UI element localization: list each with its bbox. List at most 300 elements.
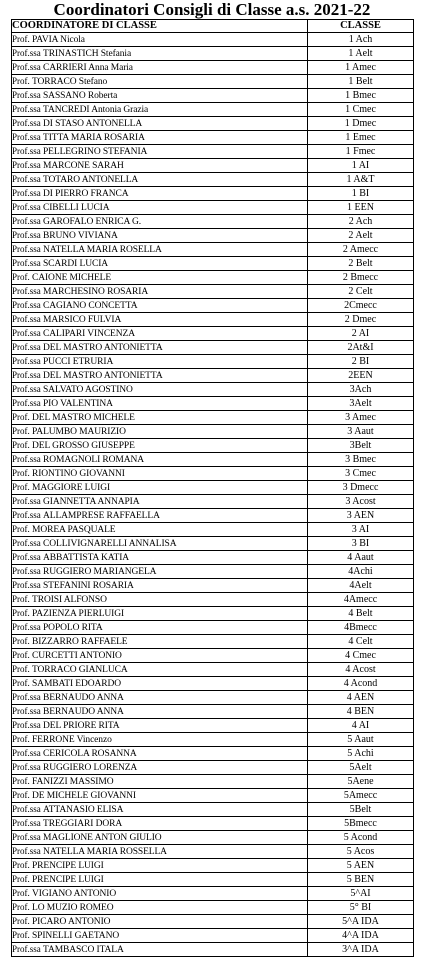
coordinator-name: CERICOLA ROSANNA — [43, 749, 137, 759]
coordinator-name: FERRONE Vincenzo — [32, 735, 112, 745]
title-prefix: Prof.ssa — [12, 118, 43, 128]
title-prefix: Prof. — [12, 916, 32, 926]
coordinator-name: ATTANASIO ELISA — [43, 805, 124, 815]
coordinator-name: TANCREDI Antonia Grazia — [43, 105, 149, 115]
class-cell: 1 EEN — [308, 201, 414, 215]
class-cell: 2At&I — [308, 341, 414, 355]
title-prefix: Prof. — [12, 664, 32, 674]
class-cell: 1 Ach — [308, 33, 414, 47]
table-row — [12, 383, 414, 397]
title-prefix: Prof.ssa — [12, 846, 43, 856]
title-prefix: Prof.ssa — [12, 104, 43, 114]
coordinator-name: FANIZZI MASSIMO — [32, 777, 114, 787]
title-prefix: Prof.ssa — [12, 398, 43, 408]
title-prefix: Prof.ssa — [12, 832, 43, 842]
table-row — [12, 663, 414, 677]
class-cell: 1 Bmec — [308, 89, 414, 103]
title-prefix: Prof. — [12, 468, 32, 478]
class-cell: 4 Celt — [308, 635, 414, 649]
coordinator-cell — [12, 285, 308, 299]
title-prefix: Prof.ssa — [12, 300, 43, 310]
title-prefix: Prof.ssa — [12, 174, 43, 184]
class-cell: 2Cmecc — [308, 299, 414, 313]
table-row — [12, 467, 414, 481]
table-row — [12, 369, 414, 383]
table-row — [12, 943, 414, 957]
title-prefix: Prof. — [12, 412, 32, 422]
coordinator-name: ALLAMPRESE RAFFAELLA — [43, 511, 160, 521]
coordinator-name: BERNAUDO ANNA — [43, 707, 124, 717]
title-prefix: Prof. — [12, 636, 32, 646]
class-cell: 2 Dmec — [308, 313, 414, 327]
table-row — [12, 187, 414, 201]
table-row — [12, 201, 414, 215]
class-cell: 3 Amec — [308, 411, 414, 425]
coordinator-cell — [12, 817, 308, 831]
class-cell: 1 BI — [308, 187, 414, 201]
title-prefix: Prof. — [12, 34, 32, 44]
table-row — [12, 355, 414, 369]
coordinator-cell — [12, 607, 308, 621]
class-cell: 2 Amecc — [308, 243, 414, 257]
coordinator-cell — [12, 537, 308, 551]
coordinator-name: BRUNO VIVIANA — [43, 231, 118, 241]
coordinator-cell — [12, 215, 308, 229]
coordinator-cell — [12, 831, 308, 845]
class-cell: 4Aelt — [308, 579, 414, 593]
table-body — [12, 33, 414, 957]
class-cell: 3 Cmec — [308, 467, 414, 481]
coordinator-name: MARCHESINO ROSARIA — [43, 287, 149, 297]
title-prefix: Prof. — [12, 426, 32, 436]
coordinator-cell — [12, 663, 308, 677]
coordinator-name: SPINELLI GAETANO — [32, 931, 120, 941]
class-cell: 2 Aelt — [308, 229, 414, 243]
coordinator-name: TORRACO Stefano — [32, 77, 108, 87]
table-row — [12, 831, 414, 845]
class-cell: 4 BEN — [308, 705, 414, 719]
coordinator-name: SAMBATI EDOARDO — [32, 679, 122, 689]
table-row — [12, 481, 414, 495]
coordinator-cell — [12, 313, 308, 327]
table-row — [12, 327, 414, 341]
class-cell: 5 Acos — [308, 845, 414, 859]
table-row — [12, 285, 414, 299]
title-prefix: Prof.ssa — [12, 132, 43, 142]
coordinator-name: CARRIERI Anna Maria — [43, 63, 133, 73]
table-row — [12, 677, 414, 691]
title-prefix: Prof.ssa — [12, 510, 43, 520]
class-cell: 2 Belt — [308, 257, 414, 271]
table-row — [12, 145, 414, 159]
class-cell: 3Belt — [308, 439, 414, 453]
coordinator-cell — [12, 705, 308, 719]
coordinator-name: COLLIVIGNARELLI ANNALISA — [43, 539, 177, 549]
coordinator-name: TREGGIARI DORA — [43, 819, 123, 829]
coordinator-name: PAZIENZA PIERLUIGI — [32, 609, 125, 619]
coordinator-cell — [12, 397, 308, 411]
coordinator-name: ABBATTISTA KATIA — [43, 553, 130, 563]
coordinator-cell — [12, 873, 308, 887]
header-coordinator: COORDINATORE DI CLASSE — [12, 20, 308, 33]
coordinator-name: VIGIANO ANTONIO — [32, 889, 117, 899]
coordinator-name: DEL MASTRO ANTONIETTA — [43, 371, 163, 381]
title-prefix: Prof. — [12, 902, 32, 912]
title-prefix: Prof.ssa — [12, 328, 43, 338]
title-prefix: Prof.ssa — [12, 720, 43, 730]
coordinator-name: TROISI ALFONSO — [32, 595, 107, 605]
class-cell: 4Bmecc — [308, 621, 414, 635]
title-prefix: Prof.ssa — [12, 286, 43, 296]
table-row — [12, 47, 414, 61]
coordinator-cell — [12, 915, 308, 929]
class-cell: 1 Amec — [308, 61, 414, 75]
coordinator-name: DE MICHELE GIOVANNI — [32, 791, 136, 801]
class-cell: 2 Bmecc — [308, 271, 414, 285]
table-row — [12, 397, 414, 411]
class-cell: 5° BI — [308, 901, 414, 915]
coordinator-cell — [12, 845, 308, 859]
coordinator-name: DEL MASTRO ANTONIETTA — [43, 343, 163, 353]
coordinator-name: LO MUZIO ROMEO — [32, 903, 114, 913]
title-prefix: Prof.ssa — [12, 314, 43, 324]
coordinator-cell — [12, 649, 308, 663]
class-cell: 4Achi — [308, 565, 414, 579]
coordinator-cell — [12, 131, 308, 145]
title-prefix: Prof. — [12, 874, 32, 884]
coordinator-name: TORRACO GIANLUCA — [32, 665, 128, 675]
title-prefix: Prof.ssa — [12, 622, 43, 632]
coordinator-cell — [12, 453, 308, 467]
table-row — [12, 803, 414, 817]
coordinator-name: GIANNETTA ANNAPIA — [43, 497, 140, 507]
table-row — [12, 495, 414, 509]
coordinator-name: DEL PRIORE RITA — [43, 721, 120, 731]
coordinator-cell — [12, 719, 308, 733]
coordinator-name: RIONTINO GIOVANNI — [32, 469, 125, 479]
table-row — [12, 509, 414, 523]
coordinator-name: RUGGIERO MARIANGELA — [43, 567, 157, 577]
title-prefix: Prof.ssa — [12, 370, 43, 380]
table-row — [12, 859, 414, 873]
coordinator-cell — [12, 789, 308, 803]
coordinator-cell — [12, 523, 308, 537]
coordinator-cell — [12, 887, 308, 901]
coordinator-cell — [12, 565, 308, 579]
coordinator-name: CIBELLI LUCIA — [43, 203, 110, 213]
class-cell: 4Amecc — [308, 593, 414, 607]
coordinator-name: PICARO ANTONIO — [32, 917, 111, 927]
table-row — [12, 61, 414, 75]
coordinator-cell — [12, 691, 308, 705]
title-prefix: Prof. — [12, 272, 32, 282]
coordinator-cell — [12, 145, 308, 159]
title-prefix: Prof. — [12, 482, 32, 492]
coordinator-cell — [12, 369, 308, 383]
class-cell: 3 BI — [308, 537, 414, 551]
class-cell: 1 Belt — [308, 75, 414, 89]
title-prefix: Prof.ssa — [12, 454, 43, 464]
table-row — [12, 845, 414, 859]
coordinator-cell — [12, 229, 308, 243]
coordinator-name: PRENCIPE LUIGI — [32, 875, 104, 885]
title-prefix: Prof.ssa — [12, 90, 43, 100]
coordinator-name: DI PIERRO FRANCA — [43, 189, 129, 199]
header-class: CLASSE — [308, 20, 414, 33]
coordinator-cell — [12, 89, 308, 103]
table-row — [12, 565, 414, 579]
coordinator-cell — [12, 257, 308, 271]
table-row — [12, 579, 414, 593]
title-prefix: Prof.ssa — [12, 244, 43, 254]
coordinator-cell — [12, 943, 308, 957]
title-prefix: Prof.ssa — [12, 356, 43, 366]
coordinator-cell — [12, 61, 308, 75]
title-prefix: Prof. — [12, 860, 32, 870]
class-cell: 5Aelt — [308, 761, 414, 775]
page-title: Coordinatori Consigli di Classe a.s. 2021-22 — [53, 0, 371, 19]
coordinator-name: PUCCI ETRURIA — [43, 357, 114, 367]
coordinator-cell — [12, 803, 308, 817]
title-prefix: Prof.ssa — [12, 552, 43, 562]
coordinator-cell — [12, 761, 308, 775]
class-cell: 1 Aelt — [308, 47, 414, 61]
class-cell: 2 Celt — [308, 285, 414, 299]
coordinator-name: PRENCIPE LUIGI — [32, 861, 104, 871]
table-row — [12, 621, 414, 635]
class-cell: 4 AI — [308, 719, 414, 733]
title-prefix: Prof.ssa — [12, 216, 43, 226]
table-row — [12, 789, 414, 803]
class-cell: 4 Belt — [308, 607, 414, 621]
class-cell: 3 Bmec — [308, 453, 414, 467]
title-prefix: Prof.ssa — [12, 496, 43, 506]
title-prefix: Prof. — [12, 594, 32, 604]
coordinator-name: MAGLIONE ANTON GIULIO — [43, 833, 162, 843]
title-prefix: Prof. — [12, 776, 32, 786]
title-prefix: Prof.ssa — [12, 804, 43, 814]
table-row — [12, 313, 414, 327]
class-cell: 3 AEN — [308, 509, 414, 523]
coordinator-cell — [12, 439, 308, 453]
coordinator-name: CURCETTI ANTONIO — [32, 651, 122, 661]
table-row — [12, 131, 414, 145]
class-cell: 3 Dmecc — [308, 481, 414, 495]
class-cell: 3Ach — [308, 383, 414, 397]
title-prefix: Prof.ssa — [12, 48, 43, 58]
title-prefix: Prof. — [12, 524, 32, 534]
coordinator-name: TITTA MARIA ROSARIA — [43, 133, 145, 143]
title-prefix: Prof.ssa — [12, 160, 43, 170]
class-cell: 5 Acond — [308, 831, 414, 845]
title-prefix: Prof. — [12, 888, 32, 898]
coordinator-name: SASSANO Roberta — [43, 91, 118, 101]
table-row — [12, 929, 414, 943]
coordinator-name: NATELLA MARIA ROSELLA — [43, 245, 162, 255]
class-cell: 1 Fmec — [308, 145, 414, 159]
table-row — [12, 523, 414, 537]
table-row — [12, 243, 414, 257]
coordinator-name: PELLEGRINO STEFANIA — [43, 147, 148, 157]
coordinator-cell — [12, 621, 308, 635]
coordinator-cell — [12, 733, 308, 747]
title-prefix: Prof. — [12, 678, 32, 688]
table-row — [12, 817, 414, 831]
table-row — [12, 425, 414, 439]
coordinator-cell — [12, 509, 308, 523]
table-row — [12, 593, 414, 607]
coordinator-cell — [12, 341, 308, 355]
coordinator-cell — [12, 579, 308, 593]
table-row — [12, 173, 414, 187]
coordinator-cell — [12, 593, 308, 607]
title-prefix: Prof.ssa — [12, 944, 43, 954]
title-prefix: Prof. — [12, 608, 32, 618]
coordinator-cell — [12, 929, 308, 943]
class-cell: 5 BEN — [308, 873, 414, 887]
table-row — [12, 103, 414, 117]
coordinator-cell — [12, 159, 308, 173]
coordinator-cell — [12, 117, 308, 131]
coordinator-name: POPOLO RITA — [43, 623, 103, 633]
title-prefix: Prof.ssa — [12, 538, 43, 548]
coordinator-name: MAGGIORE LUIGI — [32, 483, 111, 493]
title-prefix: Prof. — [12, 790, 32, 800]
coordinator-cell — [12, 859, 308, 873]
coordinator-name: CAIONE MICHELE — [32, 273, 112, 283]
table-row — [12, 761, 414, 775]
coordinator-cell — [12, 201, 308, 215]
table-row — [12, 607, 414, 621]
class-cell: 3 AI — [308, 523, 414, 537]
class-cell: 5 Achi — [308, 747, 414, 761]
coordinator-name: CAGIANO CONCETTA — [43, 301, 138, 311]
coordinator-cell — [12, 747, 308, 761]
table-row — [12, 215, 414, 229]
title-prefix: Prof. — [12, 76, 32, 86]
class-cell: 5^AI — [308, 887, 414, 901]
table-header-row — [12, 20, 414, 33]
title-prefix: Prof.ssa — [12, 188, 43, 198]
table-row — [12, 901, 414, 915]
class-cell: 3Aelt — [308, 397, 414, 411]
coordinator-name: NATELLA MARIA ROSSELLA — [43, 847, 167, 857]
class-cell: 3 Acost — [308, 495, 414, 509]
coordinator-cell — [12, 481, 308, 495]
class-cell: 1 A&T — [308, 173, 414, 187]
table-row — [12, 719, 414, 733]
coordinator-name: BIZZARRO RAFFAELE — [32, 637, 128, 647]
coordinator-cell — [12, 901, 308, 915]
coordinator-cell — [12, 677, 308, 691]
table-row — [12, 257, 414, 271]
coordinator-name: PALUMBO MAURIZIO — [32, 427, 126, 437]
title-prefix: Prof.ssa — [12, 146, 43, 156]
title-prefix: Prof.ssa — [12, 62, 43, 72]
class-cell: 4 AEN — [308, 691, 414, 705]
coordinator-cell — [12, 243, 308, 257]
class-cell: 5 Aaut — [308, 733, 414, 747]
title-prefix: Prof.ssa — [12, 692, 43, 702]
table-row — [12, 775, 414, 789]
coordinator-name: PIO VALENTINA — [43, 399, 113, 409]
coordinator-cell — [12, 411, 308, 425]
title-prefix: Prof.ssa — [12, 748, 43, 758]
table-row — [12, 117, 414, 131]
class-cell: 4 Aaut — [308, 551, 414, 565]
table-row — [12, 873, 414, 887]
coordinator-cell — [12, 635, 308, 649]
coordinator-cell — [12, 103, 308, 117]
table-row — [12, 411, 414, 425]
class-cell: 5Bmecc — [308, 817, 414, 831]
coordinator-name: DEL GROSSO GIUSEPPE — [32, 441, 135, 451]
coordinator-name: SCARDI LUCIA — [43, 259, 109, 269]
coordinator-name: STEFANINI ROSARIA — [43, 581, 134, 591]
table-row — [12, 341, 414, 355]
table-row — [12, 75, 414, 89]
table-row — [12, 705, 414, 719]
coordinator-cell — [12, 467, 308, 481]
title-prefix: Prof.ssa — [12, 818, 43, 828]
title-prefix: Prof.ssa — [12, 706, 43, 716]
class-cell: 2 AI — [308, 327, 414, 341]
table-row — [12, 747, 414, 761]
title-prefix: Prof. — [12, 930, 32, 940]
coordinator-name: TRINASTICH Stefania — [43, 49, 132, 59]
title-prefix: Prof.ssa — [12, 258, 43, 268]
coordinator-name: MOREA PASQUALE — [32, 525, 116, 535]
coordinator-cell — [12, 775, 308, 789]
title-prefix: Prof.ssa — [12, 342, 43, 352]
class-cell: 5 AEN — [308, 859, 414, 873]
table-row — [12, 691, 414, 705]
table-row — [12, 453, 414, 467]
title-prefix: Prof.ssa — [12, 230, 43, 240]
title-prefix: Prof.ssa — [12, 762, 43, 772]
table-row — [12, 33, 414, 47]
table-row — [12, 635, 414, 649]
table-row — [12, 299, 414, 313]
class-cell: 4 Cmec — [308, 649, 414, 663]
coordinator-name: PAVIA Nicola — [32, 35, 85, 45]
table-row — [12, 439, 414, 453]
class-cell: 3^A IDA — [308, 943, 414, 957]
title-prefix: Prof.ssa — [12, 566, 43, 576]
coordinator-cell — [12, 551, 308, 565]
coordinator-cell — [12, 75, 308, 89]
class-cell: 4^A IDA — [308, 929, 414, 943]
table-row — [12, 537, 414, 551]
title-prefix: Prof.ssa — [12, 384, 43, 394]
class-cell: 3 Aaut — [308, 425, 414, 439]
coordinator-cell — [12, 47, 308, 61]
coordinator-name: DI STASO ANTONELLA — [43, 119, 143, 129]
coordinator-name: TOTARO ANTONELLA — [43, 175, 139, 185]
table-row — [12, 915, 414, 929]
table-row — [12, 89, 414, 103]
class-cell: 2 Ach — [308, 215, 414, 229]
title-prefix: Prof.ssa — [12, 202, 43, 212]
coordinator-name: TAMBASCO ITALA — [43, 945, 124, 955]
class-cell: 1 Cmec — [308, 103, 414, 117]
table-row — [12, 649, 414, 663]
table-row — [12, 887, 414, 901]
coordinator-name: GAROFALO ENRICA G. — [43, 217, 142, 227]
table-row — [12, 159, 414, 173]
coordinator-cell — [12, 327, 308, 341]
table-row — [12, 551, 414, 565]
